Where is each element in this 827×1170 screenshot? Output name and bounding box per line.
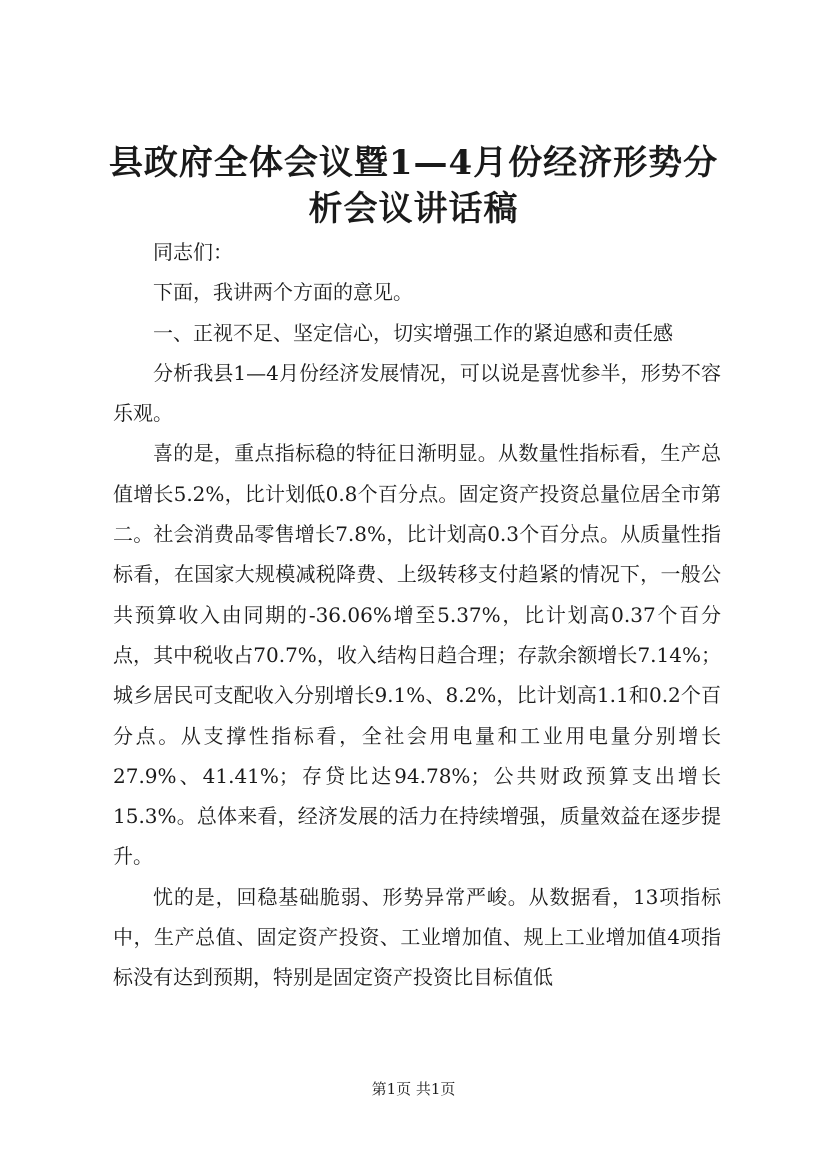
document-body <box>113 232 721 998</box>
page-footer: 第1页 共1页 <box>371 1080 456 1098</box>
paragraph-analysis: 分析我县1—4月份经济发展情况，可以说是喜忧参半，形势不容乐观。 <box>113 360 721 426</box>
document-title: 县政府全体会议暨1—4月份经济形势分析会议讲话稿 <box>108 143 719 229</box>
paragraph-concerns: 忧的是，回稳基础脆弱、形势异常严峻。从数据看，13项指标中，生产总值、固定资产投资、工业增加值、规上工业增加值4项指标没有达到预期，特别是固定资产投资比目标值低 <box>113 884 721 990</box>
paragraph-positive: 喜的是，重点指标稳的特征日渐明显。从数量性指标看，生产总值增长5.2%，比计划低0.8个百分点。固定资产投资总量位居全市第二。社会消费品零售增长7.8%，比计划高0.3个百分点。从质量性指标看，在国家大规模减税降费、上级转移支付趋紧的情况下，一般公共预算收入由同期的-36.06%增至5.37%，比计划高0.37个百分点，其中税收占70.7%，收入结构日趋合理；存款余额增长7.14%；城乡居民可支配收入分别增长9.1%、8.2%，比计划高1.1和0.2个百分点。从支撑性指标看，全社会用电量和工业用电量分别增长27.9%、41.41%；存贷比达94.78%；公共财政预算支出增长15.3%。总体来看，经济发展的活力在持续增强，质量效益在逐步提升。 <box>113 441 721 869</box>
paragraph-greeting: 同志们： <box>153 240 233 264</box>
paragraph-intro: 下面，我讲两个方面的意见。 <box>153 280 413 305</box>
section-heading-1: 一、正视不足、坚定信心，切实增强工作的紧迫感和责任感 <box>153 320 673 345</box>
